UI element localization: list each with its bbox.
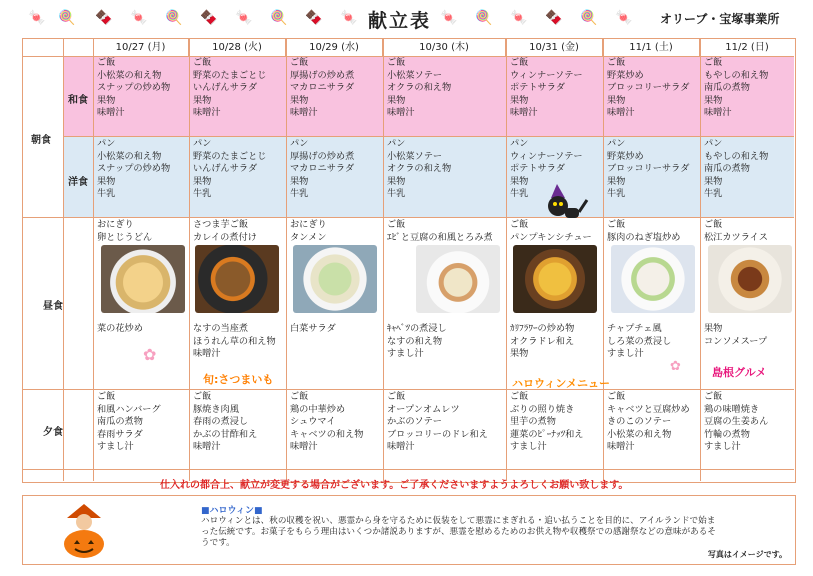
date-header: 11/1 (土) bbox=[603, 39, 700, 56]
date-header: 10/30 (木) bbox=[383, 39, 506, 56]
candy-icon: 🍬 bbox=[28, 10, 46, 26]
notice-text: 仕入れの都合上、献立が変更する場合がございます。ご了承くださいますようよろしくお願い致します。 bbox=[160, 480, 629, 491]
divider bbox=[63, 39, 64, 481]
chocolate-icon: 🍫 bbox=[305, 10, 323, 26]
menu-cell: ご飯 厚揚げの炒め煮 マカロニサラダ 果物 味噌汁 bbox=[290, 57, 355, 118]
menu-cell: さつま芋ご飯 カレイの煮付け bbox=[193, 219, 257, 243]
breakfast-label: 朝食 bbox=[31, 135, 51, 146]
photo-note: 写真はイメージです。 bbox=[707, 550, 787, 559]
menu-cell: ご飯 ウィンナーソテー ポテトサラダ 果物 味噌汁 bbox=[510, 57, 583, 118]
divider bbox=[700, 39, 701, 481]
candy-icon: 🍬 bbox=[510, 10, 528, 26]
organization-name: オリーブ・宝塚事業所 bbox=[660, 12, 780, 26]
menu-cell: パン ウィンナーソテー ポテトサラダ 果物 牛乳 bbox=[510, 138, 583, 199]
menu-cell: なすの当座煮 ほうれん草の和え物 味噌汁 bbox=[193, 323, 276, 359]
food-photo bbox=[293, 245, 377, 313]
date-header: 10/29 (水) bbox=[286, 39, 383, 56]
seasonal-badge: 旬:さつまいも bbox=[203, 373, 274, 386]
divider bbox=[63, 136, 794, 137]
date-header: 10/31 (金) bbox=[506, 39, 603, 56]
menu-cell: ｶﾘﾌﾗﾜｰの炒め物 オクラドレ和え 果物 bbox=[510, 323, 575, 359]
date-header: 11/2 (日) bbox=[725, 42, 769, 53]
menu-cell: ご飯 キャベツと豆腐炒め きのこのソテー 小松菜の和え物 味噌汁 bbox=[607, 391, 690, 452]
menu-cell: ご飯 鶏の味噌焼き 豆腐の生姜あん 竹輪の煮物 すまし汁 bbox=[704, 391, 769, 452]
divider bbox=[383, 39, 384, 481]
menu-cell: ご飯 豚肉のねぎ塩炒め bbox=[607, 219, 681, 243]
menu-cell: おにぎり 卵とじうどん bbox=[97, 219, 153, 243]
flower-icon: ✿ bbox=[670, 359, 681, 374]
divider bbox=[23, 469, 794, 470]
date-header: 10/28 (火) bbox=[189, 39, 286, 56]
menu-cell: おにぎり タンメン bbox=[290, 219, 327, 243]
menu-cell: パン もやしの和え物 南瓜の煮物 果物 牛乳 bbox=[704, 138, 769, 199]
menu-cell: ご飯 野菜のたまごとじ いんげんサラダ 果物 味噌汁 bbox=[193, 57, 267, 118]
page-title: 献立表 bbox=[368, 10, 432, 32]
menu-cell: ご飯 もやしの和え物 南瓜の煮物 果物 味噌汁 bbox=[704, 57, 769, 118]
info-title: ■ハロウィン■ bbox=[201, 506, 263, 516]
food-photo bbox=[195, 245, 279, 313]
food-photo bbox=[611, 245, 695, 313]
menu-cell: ご飯 パンプキンシチュー bbox=[510, 219, 592, 243]
candy-icon: 🍬 bbox=[440, 10, 458, 26]
divider bbox=[603, 39, 604, 481]
menu-cell: ご飯 鶏の中華炒め シュウマイ キャベツの和え物 味噌汁 bbox=[290, 391, 364, 452]
food-photo bbox=[101, 245, 185, 313]
menu-cell: 菜の花炒め bbox=[97, 323, 143, 334]
lollipop-icon: 🍭 bbox=[270, 10, 288, 26]
chocolate-icon: 🍫 bbox=[200, 10, 218, 26]
candy-icon: 🍬 bbox=[235, 10, 253, 26]
japanese-label: 和食 bbox=[68, 95, 88, 106]
lunch-label: 昼食 bbox=[43, 301, 63, 312]
divider bbox=[506, 39, 507, 481]
divider bbox=[93, 39, 94, 481]
header bbox=[0, 0, 813, 38]
menu-cell: ご飯 ｴﾋﾞと豆腐の和風とろみ煮 bbox=[387, 219, 493, 243]
menu-cell: ご飯 松江カツライス bbox=[704, 219, 768, 243]
menu-cell: チャプチェ風 しろ菜の煮浸し すまし汁 bbox=[607, 323, 672, 359]
candy-icon: 🍬 bbox=[340, 10, 358, 26]
shimane-badge: 島根グルメ bbox=[712, 366, 767, 379]
divider bbox=[189, 39, 190, 481]
menu-cell: ご飯 豚焼き肉風 春雨の煮浸し かぶの甘酢和え 味噌汁 bbox=[193, 391, 258, 452]
info-box bbox=[22, 495, 796, 565]
candy-icon: 🍬 bbox=[615, 10, 633, 26]
candy-icon: 🍬 bbox=[130, 10, 148, 26]
food-photo bbox=[708, 245, 792, 313]
menu-cell: ご飯 小松菜の和え物 スナップの炒め物 果物 味噌汁 bbox=[97, 57, 171, 118]
flower-icon: ✿ bbox=[143, 345, 157, 364]
menu-table bbox=[22, 38, 796, 483]
menu-cell: パン 厚揚げの炒め煮 マカロニサラダ 果物 牛乳 bbox=[290, 138, 355, 199]
menu-cell: パン 野菜炒め ブロッコリーサラダ 果物 牛乳 bbox=[607, 138, 690, 199]
lollipop-icon: 🍭 bbox=[475, 10, 493, 26]
divider bbox=[23, 217, 794, 218]
divider bbox=[23, 389, 794, 390]
menu-cell: ご飯 野菜炒め ブロッコリーサラダ 果物 味噌汁 bbox=[607, 57, 690, 118]
date-header: 10/27 (月) bbox=[93, 39, 189, 56]
food-photo bbox=[513, 245, 597, 313]
menu-cell: 白菜サラダ bbox=[290, 323, 336, 334]
chocolate-icon: 🍫 bbox=[95, 10, 113, 26]
menu-cell: ｷｬﾍﾞﾂの煮浸し なすの和え物 すまし汁 bbox=[387, 323, 447, 359]
menu-cell: パン 小松菜の和え物 スナップの炒め物 果物 牛乳 bbox=[97, 138, 171, 199]
lollipop-icon: 🍭 bbox=[580, 10, 598, 26]
menu-cell: 果物 コンソメスープ bbox=[704, 323, 768, 347]
food-photo bbox=[416, 245, 500, 313]
menu-cell: ご飯 小松菜ソテー オクラの和え物 果物 味噌汁 bbox=[387, 57, 452, 118]
menu-cell: パン 野菜のたまごとじ いんげんサラダ 果物 牛乳 bbox=[193, 138, 267, 199]
dinner-label: 夕食 bbox=[43, 427, 63, 438]
menu-cell: ご飯 和風ハンバーグ 南瓜の煮物 春雨サラダ すまし汁 bbox=[97, 391, 161, 452]
halloween-badge: ハロウィンメニュー bbox=[512, 377, 611, 390]
menu-cell: ご飯 オープンオムレツ かぶのソテー ブロッコリーのドレ和え 味噌汁 bbox=[387, 391, 488, 452]
lollipop-icon: 🍭 bbox=[58, 10, 76, 26]
menu-cell: ご飯 ぶりの照り焼き 里芋の煮物 蓮菜のﾋﾟｰﾅｯﾂ和え すまし汁 bbox=[510, 391, 584, 452]
divider bbox=[286, 39, 287, 481]
lollipop-icon: 🍭 bbox=[165, 10, 183, 26]
pumpkin-icon bbox=[59, 502, 109, 564]
western-label: 洋食 bbox=[68, 177, 88, 188]
menu-cell: パン 小松菜ソテー オクラの和え物 果物 牛乳 bbox=[387, 138, 452, 199]
chocolate-icon: 🍫 bbox=[545, 10, 563, 26]
info-body: ハロウィンとは、秋の収穫を祝い、悪霊から身を守るために仮装をして悪霊にまぎれる・追い払うことを目的に、アイルランドで始まった伝統です。お菓子をもらう理由はいくつか諸説ありますが、悪霊を慰めるためのお供え物や収穫祭での感謝祭などの意味があるそうです。 bbox=[201, 516, 716, 548]
